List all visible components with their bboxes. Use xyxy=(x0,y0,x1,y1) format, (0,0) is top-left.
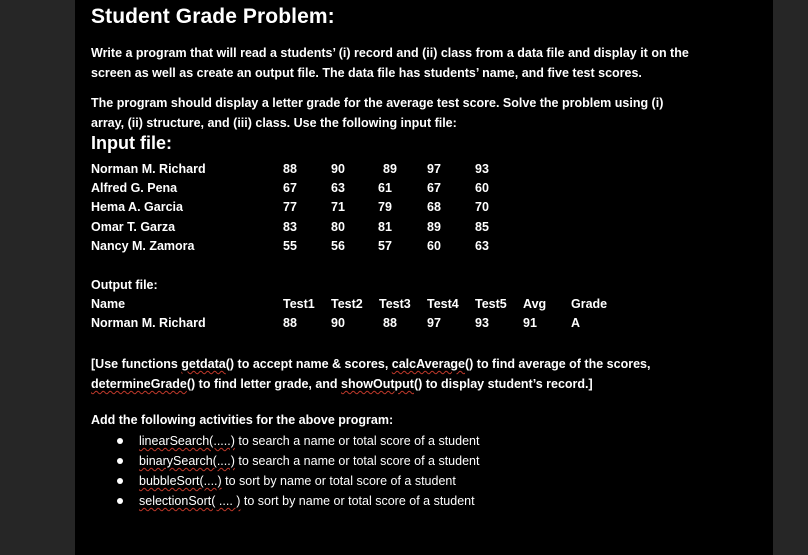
student-name: Norman M. Richard xyxy=(91,162,206,176)
score-2: 63 xyxy=(331,181,345,195)
score-4: 89 xyxy=(427,220,441,234)
intro-paragraph xyxy=(91,43,689,83)
activities-heading: Add the following activities for the above program: xyxy=(91,413,394,427)
header-test5: Test5 xyxy=(475,297,507,311)
output-grade: A xyxy=(571,316,581,330)
page-title: Student Grade Problem: xyxy=(91,5,335,28)
function-calcaverage: calcAverage xyxy=(391,357,465,371)
bullet-icon xyxy=(117,458,123,464)
output-file-heading: Output file: xyxy=(91,278,158,292)
score-5: 70 xyxy=(475,200,489,214)
score-4: 60 xyxy=(427,239,441,253)
functions-line-2 xyxy=(91,374,650,394)
output-name: Norman M. Richard xyxy=(91,316,206,330)
student-name: Omar T. Garza xyxy=(91,220,176,234)
header-test2: Test2 xyxy=(331,297,363,311)
functions-text: () to find average of the scores, xyxy=(464,357,651,371)
requirements-line-2: array, (ii) structure, and (iii) class. Use the following input file: xyxy=(91,116,457,130)
function-getdata: getdata xyxy=(181,357,226,371)
header-grade: Grade xyxy=(571,297,608,311)
student-name: Nancy M. Zamora xyxy=(91,239,195,253)
input-file-heading: Input file: xyxy=(91,133,172,153)
score-3: 57 xyxy=(378,239,392,253)
input-row xyxy=(0,200,808,219)
score-1: 67 xyxy=(283,181,297,195)
student-name: Alfred G. Pena xyxy=(91,181,178,195)
output-test4: 97 xyxy=(427,316,441,330)
functions-paragraph xyxy=(91,354,650,394)
activity-function: bubbleSort(....) xyxy=(139,474,222,488)
function-showoutput: showOutput xyxy=(341,377,414,391)
output-test1: 88 xyxy=(283,316,297,330)
score-1: 77 xyxy=(283,200,297,214)
functions-text: () to accept name & scores, xyxy=(225,357,392,371)
score-1: 88 xyxy=(283,162,297,176)
score-3: 79 xyxy=(378,200,392,214)
score-3: 89 xyxy=(383,162,397,176)
activities-list xyxy=(115,431,479,511)
output-test5: 93 xyxy=(475,316,489,330)
functions-line-1 xyxy=(91,354,650,374)
requirements-line-1: The program should display a letter grade for the average test score. Solve the problem using (i) xyxy=(91,96,664,110)
input-row xyxy=(0,181,808,200)
score-2: 56 xyxy=(331,239,345,253)
score-4: 68 xyxy=(427,200,441,214)
student-name: Hema A. Garcia xyxy=(91,200,183,214)
header-test3: Test3 xyxy=(379,297,411,311)
score-3: 61 xyxy=(378,181,392,195)
list-item xyxy=(115,451,479,471)
score-5: 63 xyxy=(475,239,489,253)
function-determinegrade: determineGrade xyxy=(91,377,187,391)
output-data-row xyxy=(0,316,808,335)
activity-description: to search a name or total score of a student xyxy=(234,454,480,468)
score-2: 71 xyxy=(331,200,345,214)
score-2: 80 xyxy=(331,220,345,234)
input-row xyxy=(0,239,808,258)
input-row xyxy=(0,220,808,239)
functions-text: () to display student’s record.] xyxy=(413,377,593,391)
score-5: 60 xyxy=(475,181,489,195)
list-item xyxy=(115,491,479,511)
score-1: 55 xyxy=(283,239,297,253)
bullet-icon xyxy=(117,478,123,484)
functions-text: [Use functions xyxy=(91,357,182,371)
bullet-icon xyxy=(117,438,123,444)
output-header-row xyxy=(0,297,808,316)
requirements-paragraph xyxy=(91,93,663,133)
score-3: 81 xyxy=(378,220,392,234)
activity-description: to sort by name or total score of a student xyxy=(240,494,475,508)
score-5: 93 xyxy=(475,162,489,176)
header-test4: Test4 xyxy=(427,297,459,311)
score-4: 97 xyxy=(427,162,441,176)
intro-line-2: screen as well as create an output file. The data file has students’ name, and five test scores. xyxy=(91,66,642,80)
score-2: 90 xyxy=(331,162,345,176)
activity-function: binarySearch(....) xyxy=(139,454,235,468)
output-test2: 90 xyxy=(331,316,345,330)
score-5: 85 xyxy=(475,220,489,234)
output-test3: 88 xyxy=(383,316,397,330)
score-1: 83 xyxy=(283,220,297,234)
header-avg: Avg xyxy=(523,297,547,311)
activity-function: linearSearch(.....) xyxy=(139,434,235,448)
input-row xyxy=(0,162,808,181)
output-avg: 91 xyxy=(523,316,537,330)
list-item xyxy=(115,431,479,451)
activity-description: to search a name or total score of a student xyxy=(234,434,480,448)
header-test1: Test1 xyxy=(283,297,315,311)
bullet-icon xyxy=(117,498,123,504)
activity-function: selectionSort( .... ) xyxy=(139,494,241,508)
activity-description: to sort by name or total score of a student xyxy=(221,474,456,488)
header-name: Name xyxy=(91,297,126,311)
functions-text: () to find letter grade, and xyxy=(186,377,342,391)
score-4: 67 xyxy=(427,181,441,195)
list-item xyxy=(115,471,479,491)
intro-line-1: Write a program that will read a students’ (i) record and (ii) class from a data file and display it on the xyxy=(91,46,689,60)
